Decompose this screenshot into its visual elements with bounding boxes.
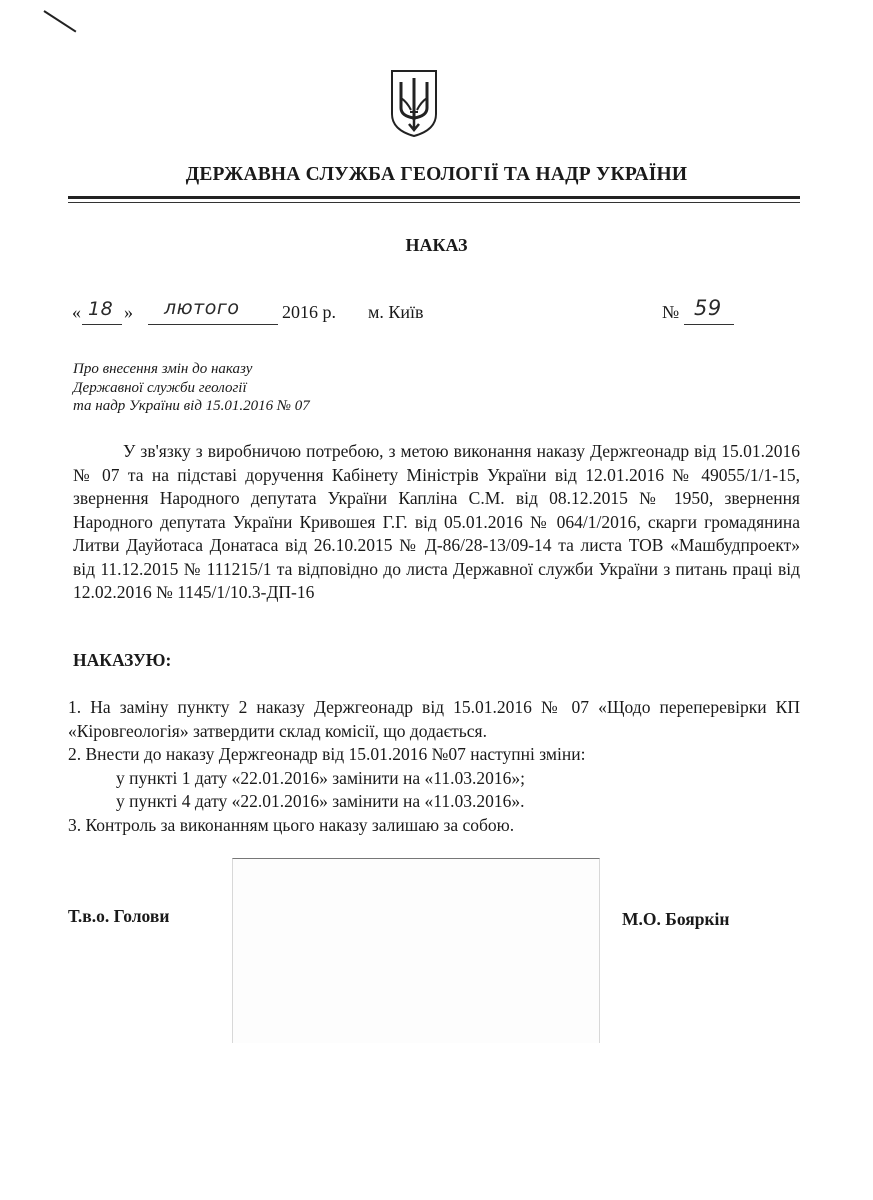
header-rule-thick	[68, 196, 800, 199]
order-items	[68, 696, 800, 837]
month-underline	[148, 324, 278, 325]
subject-block	[73, 360, 393, 416]
number-label: №	[662, 302, 680, 322]
organization-title: ДЕРЖАВНА СЛУЖБА ГЕОЛОГІЇ ТА НАДР УКРАЇНИ	[185, 164, 688, 185]
order-item-3: 3. Контроль за виконанням цього наказу залишаю за собою.	[68, 814, 515, 835]
trident-emblem-icon	[389, 68, 439, 138]
preamble-paragraph: У зв'язку з виробничою потребою, з метою виконання наказу Держгеонадр від 15.01.2016 № 07 та на підставі доручення Кабінету Міністрів України від 12.01.2016 № 49055/1/1-15, звернення Народного депутата України Капліна С.М. від 08.12.2015 № 1950, звернення Народного депутата України Кривошея Г.Г. від 05.01.2016 № 064/1/2016, скарги громадянина Литви Дауйотаса Донатаса від 26.10.2015 № Д-86/28-13/09-14 та листа ТОВ «Машбудпроект» від 11.12.2015 № 111215/1 та відповідно до листа Державної служби України з питань праці від 12.02.2016 № 1145/1/10.3-ДП-16	[73, 441, 800, 602]
subject-line: та надр України від 15.01.2016 № 07	[73, 398, 310, 414]
date-year: 2016 р.	[282, 302, 336, 322]
order-word: НАКАЗУЮ:	[73, 650, 172, 670]
date-day: 18	[88, 298, 114, 320]
signatory-name: М.О. Бояркін	[622, 909, 730, 929]
redacted-signature-area	[232, 858, 600, 1043]
order-item-2-sub-1: у пункті 1 дату «22.01.2016» замінити на «11.03.2016»;	[116, 767, 525, 788]
dateline	[72, 298, 812, 334]
document-type-heading: НАКАЗ	[405, 235, 468, 255]
scan-mark	[43, 10, 76, 32]
order-item-1: 1. На заміну пункту 2 наказу Держгеонадр від 15.01.2016 № 07 «Щодо переперевірки КП «Кіровгеологія» затвердити склад комісії, що додається.	[68, 697, 800, 741]
day-underline	[82, 324, 122, 325]
city: м. Київ	[368, 302, 424, 322]
header-rule-thin	[68, 202, 800, 203]
subject-line: Про внесення змін до наказу	[73, 361, 253, 377]
order-item-2-sub-2: у пункті 4 дату «22.01.2016» замінити на «11.03.2016».	[116, 791, 525, 811]
subject-line: Державної служби геології	[73, 379, 247, 396]
date-month: лютого	[164, 297, 240, 319]
date-close-quote: »	[124, 302, 133, 322]
date-open-quote: «	[72, 302, 81, 322]
signatory-position: Т.в.о. Голови	[68, 906, 170, 926]
order-number: 59	[694, 296, 722, 320]
number-underline	[684, 324, 734, 325]
order-item-2: 2. Внести до наказу Держгеонадр від 15.01.2016 №07 наступні зміни:	[68, 744, 586, 764]
